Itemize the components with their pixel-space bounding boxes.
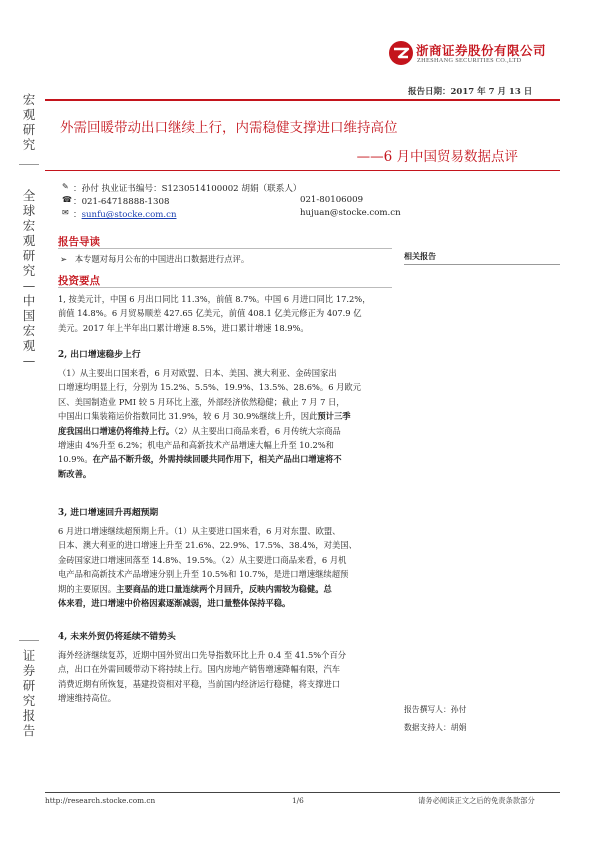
left-divider [19, 164, 39, 165]
paragraph-line: 增速维持高位。 [58, 693, 117, 704]
phone-secondary: 021-80106009 [300, 195, 364, 205]
guide-text: 本专题对每月公布的中国进出口数据进行点评。 [74, 254, 250, 264]
paragraph-line: 区、美国制造业 PMI 较 5 月环比上涨，外部经济依然稳健；截止 7 月 7 日， [58, 396, 345, 407]
footer-rule [45, 792, 560, 793]
footer-disclaimer: 请务必阅读正文之后的免责条款部分 [418, 796, 535, 805]
bold-text: 断改善。 [58, 468, 92, 479]
company-name-cn: 浙商证券股份有限公司 [416, 43, 547, 58]
paragraph-line: 6 月进口增速继续超预期上升。（1）从主要进口国来看，6 月对东盟、欧盟、 [58, 526, 341, 536]
report-writer: 报告撰写人：孙付 [404, 705, 467, 714]
paragraph-line [58, 596, 392, 610]
paragraph-line: 口增速均明显上行，分别为 15.2%、5.5%、19.9%、13.5%、28.6%。6 月欧元 [58, 382, 361, 393]
arrow-bullet-icon: ➢ [60, 254, 75, 264]
paragraph-line: 海外经济继续复苏，近期中国外贸出口先导指数环比上升 0.4 至 41.5%个百分 [58, 650, 347, 660]
analyst-info: ：孙付 执业证书编号：S1230514100002 胡娟（联系人） [73, 184, 302, 194]
bold-text: 预计三季 [317, 411, 351, 422]
paragraph-line: 电产品和高新技术产品增速分别上升至 10.5%和 10.7%，是进口增速继续超预 [58, 569, 349, 580]
phone-icon: ☎ [62, 195, 72, 204]
point-4-heading: 4, 未来外贸仍将延续不错势头 [58, 632, 176, 642]
related-reports-rule [404, 264, 560, 265]
paragraph-line: 前值 14.8%。6 月贸易顺差 427.65 亿美元，前值 408.1 亿美元修正为 407.9 亿 [58, 308, 362, 319]
left-label-bottom: 证券研究报告 [22, 648, 36, 738]
paragraph-line-text: （2）从主要出口商品来看，6 月传统大宗商品 [174, 425, 341, 436]
paragraph-line [58, 582, 392, 596]
email-primary-link[interactable]: sunfu@stocke.com.cn [81, 210, 177, 220]
bold-text: 体来看，进口增速中价格因素逐渐减弱，进口量整体保持平稳。 [58, 598, 291, 609]
bold-text: 主要商品的进口量连续两个月回升，反映内需较为稳健。总 [116, 583, 332, 594]
email-primary-row: ：sunfu@stocke.com.cn [73, 210, 177, 220]
company-name-en: ZHESHANG SECURITIES CO.,LTD [417, 57, 522, 64]
point-3-paragraph [58, 524, 392, 610]
data-support: 数据支持人：胡娟 [404, 723, 467, 732]
paragraph-line: 美元。2017 年上半年出口累计增速 8.5%，进口累计增速 18.9%。 [58, 322, 309, 333]
paragraph-line-text: 期的主要原因。 [58, 583, 117, 594]
mail-icon: ✉ [62, 208, 69, 217]
left-label-top: 宏观研究 [22, 92, 36, 152]
company-logo [388, 40, 558, 68]
bold-text: 度我国出口增速仍将维持上行。 [58, 425, 175, 436]
phone-primary: ：021-64718888-1308 [73, 197, 170, 207]
paragraph-line: 消费近期有所恢复，基建投资相对平稳，当前国内经济运行稳健，将支撑进口 [58, 678, 341, 689]
paragraph-line: 点，出口在外需回暖带动下将持续上行。国内房地产销售增速降幅有限，汽车 [58, 664, 341, 675]
bold-text: 在产品不断升级，外需持续回暖共同作用下，相关产品出口增速将不 [92, 454, 342, 465]
paragraph-line: 金砖国家进口增速回落至 14.8%、19.5%。（2）从主要进口商品来看，6 月机 [58, 554, 347, 565]
paragraph-line: 1, 按美元计，中国 6 月出口同比 11.3%，前值 8.7%。中国 6 月进口同比 17.2%， [58, 294, 371, 304]
paragraph-line: 增速由 4%升至 6.2%；机电产品和高新技术产品增速大幅上升至 10.2%和 [58, 440, 334, 451]
paragraph-line [58, 452, 392, 466]
email-secondary: hujuan@stocke.com.cn [300, 208, 401, 218]
header-rule [45, 99, 560, 101]
guide-heading: 报告导读 [58, 236, 100, 248]
point-2-heading: 2, 出口增速稳步上行 [58, 350, 141, 360]
guide-text-row [60, 253, 249, 265]
report-title: 外需回暖带动出口继续上行，内需稳健支撑进口维持高位 [60, 120, 398, 136]
paragraph-line: （1）从主要出口国来看，6 月对欧盟、日本、美国、澳大利亚、金砖国家出 [58, 368, 337, 378]
logo-mark-icon [388, 40, 414, 66]
paragraph-line [58, 424, 392, 438]
left-divider [19, 640, 39, 641]
point-2-paragraph [58, 366, 392, 481]
points-rule [58, 287, 392, 288]
paragraph-line [58, 467, 392, 481]
title-rule [45, 170, 560, 171]
footer-url[interactable]: http://research.stocke.com.cn [45, 796, 156, 805]
point-3-heading: 3, 进口增速回升再超预期 [58, 508, 159, 518]
paragraph-line [58, 409, 392, 423]
paragraph-line-text: 10.9%。 [58, 454, 93, 465]
point-1-paragraph [58, 292, 392, 335]
page-number: 1/6 [292, 796, 304, 805]
related-reports-heading: 相关报告 [404, 252, 436, 261]
point-4-paragraph [58, 648, 392, 706]
guide-rule [58, 248, 392, 249]
paragraph-line: 日本、澳大利亚的进口增速上升至 21.6%、22.9%、17.5%、38.4%，对美国、 [58, 540, 357, 551]
points-heading: 投资要点 [58, 275, 100, 287]
report-subtitle: ——6 月中国贸易数据点评 [356, 149, 518, 165]
report-date: 报告日期：2017 年 7 月 13 日 [408, 87, 533, 97]
left-label-middle: 全球宏观研究—中国宏观— [22, 188, 36, 368]
person-icon: ✎ [62, 182, 69, 191]
paragraph-line-text: 中国出口集装箱运价指数同比 31.9%，较 6 月 30.9%继续上升，因此 [58, 411, 318, 422]
